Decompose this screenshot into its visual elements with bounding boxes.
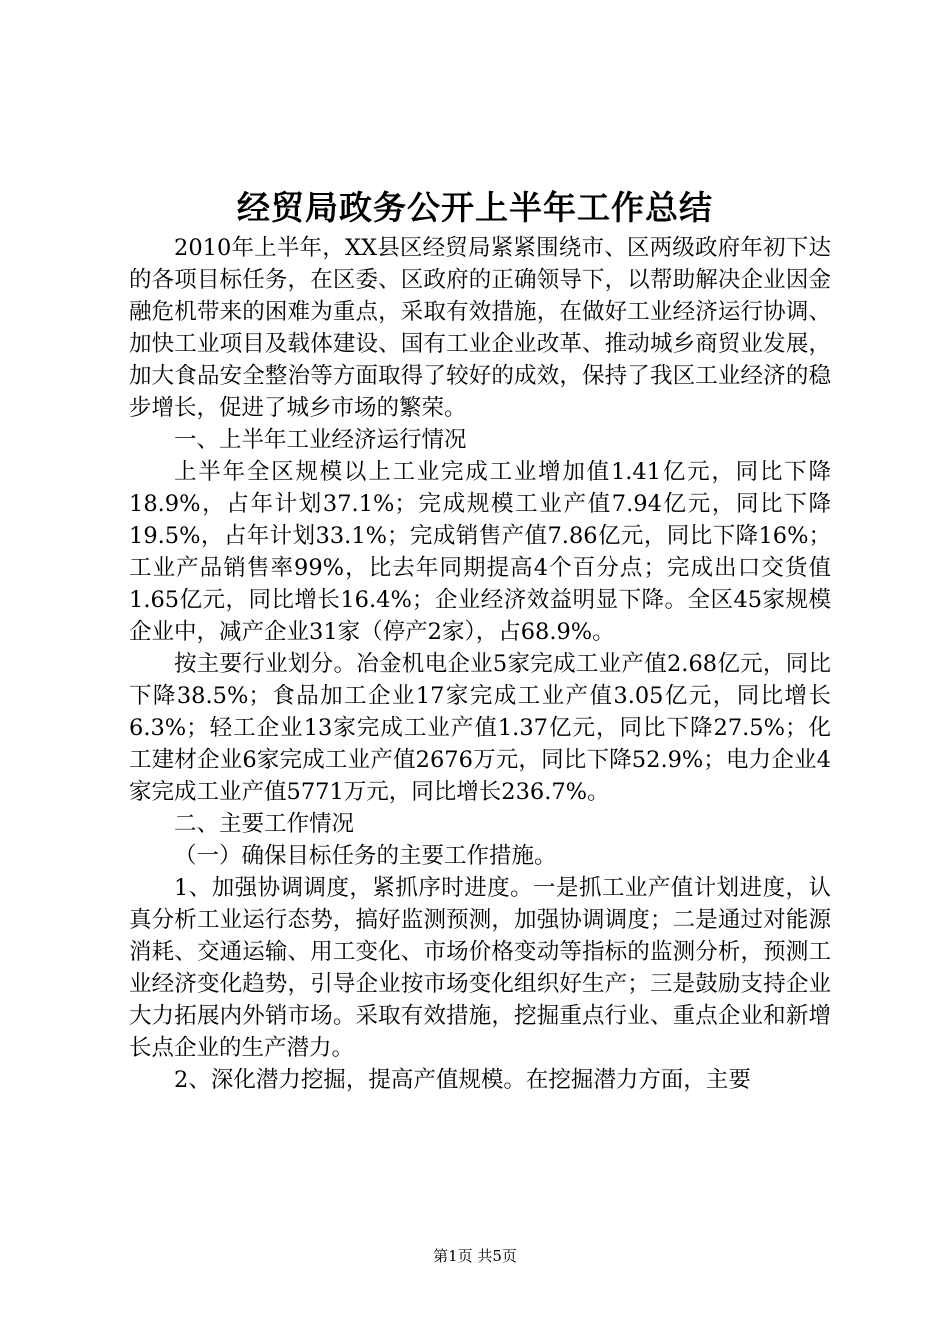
body-paragraph: 2、深化潜力挖掘，提高产值规模。在挖掘潜力方面，主要 [174, 1067, 751, 1093]
body-paragraph: 按主要行业划分。冶金机电企业5家完成工业产值2.68亿元，同比下降38.5%；食品加工企业17家完成工业产值3.05亿元，同比增长6.3%；轻工企业13家完成工业产值1.37亿元，同比下降27.5%；化工建材企业6家完成工业产值2676万元，同比下降52.9%；电力企业4家完成工业产值5771万元，同比增长236.7%。 [129, 651, 831, 805]
document-body [129, 232, 831, 1096]
subsection-heading: （一）确保目标任务的主要工作措施。 [174, 843, 557, 869]
intro-paragraph: 2010年上半年，XX县区经贸局紧紧围绕市、区两级政府年初下达的各项目标任务，在区委、区政府的正确领导下，以帮助解决企业因金融危机带来的困难为重点，采取有效措施，在做好工业经济运行协调、加快工业项目及载体建设、国有工业企业改革、推动城乡商贸业发展，加大食品安全整治等方面取得了较好的成效，保持了我区工业经济的稳步增长，促进了城乡市场的繁荣。 [129, 235, 831, 421]
body-paragraph: 1、加强协调调度，紧抓序时进度。一是抓工业产值计划进度，认真分析工业运行态势，搞好监测预测，加强协调调度；二是通过对能源消耗、交通运输、用工变化、市场价格变动等指标的监测分析，预测工业经济变化趋势，引导企业按市场变化组织好生产；三是鼓励支持企业大力拓展内外销市场。采取有效措施，挖掘重点行业、重点企业和新增长点企业的生产潜力。 [129, 875, 831, 1061]
body-paragraph: 上半年全区规模以上工业完成工业增加值1.41亿元，同比下降18.9%，占年计划37.1%；完成规模工业产值7.94亿元，同比下降19.5%，占年计划33.1%；完成销售产值7.86亿元，同比下降16%；工业产品销售率99%，比去年同期提高4个百分点；完成出口交货值1.65亿元，同比增长16.4%；企业经济效益明显下降。全区45家规模企业中，减产企业31家（停产2家），占68.9%。 [129, 459, 831, 645]
page-number-footer: 第1页 共5页 [433, 1247, 517, 1265]
document-title: 经贸局政务公开上半年工作总结 [237, 188, 713, 227]
section-heading: 一、上半年工业经济运行情况 [174, 427, 467, 453]
section-heading: 二、主要工作情况 [174, 811, 355, 837]
